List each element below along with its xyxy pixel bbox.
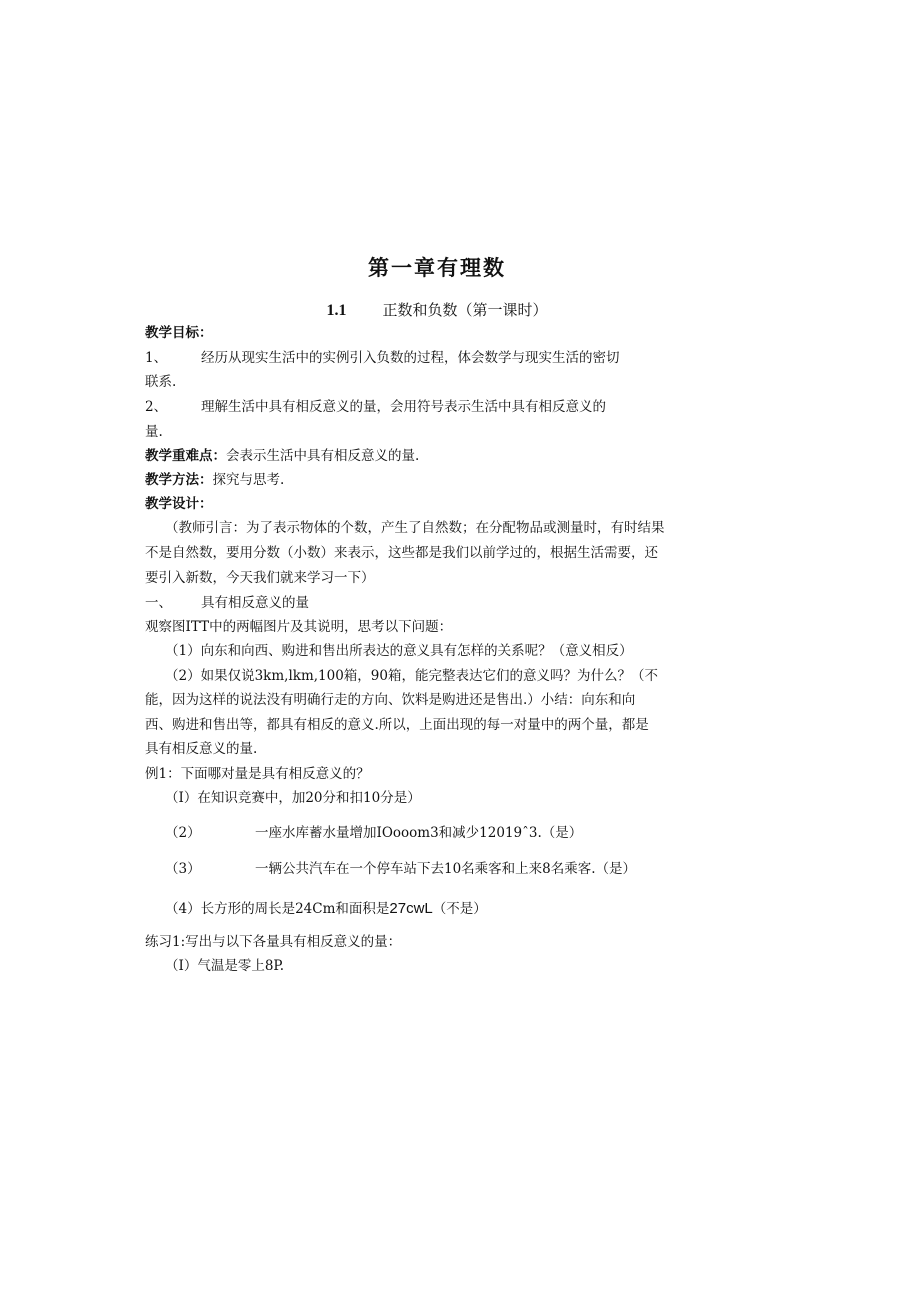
example-item-3-number: （3） xyxy=(165,861,201,877)
section-number: 1.1 xyxy=(326,302,347,319)
example-item-3 xyxy=(165,863,636,877)
example-item-4-text-start: （4）长方形的周长是24Cm和面积是 xyxy=(165,901,390,917)
example-item-2-number: （2） xyxy=(165,825,201,841)
question-2-line-2: 能，因为这样的说法没有明确行走的方向、饮料是购进还是售出.）小结：向东和向 xyxy=(145,692,636,708)
example-item-4-answer: （不是） xyxy=(432,901,487,917)
intro-line-3: 要引入新数，今天我们就来学习一下） xyxy=(145,570,375,586)
objective-2-continuation: 量. xyxy=(145,424,163,440)
part-1-text: 具有相反意义的量 xyxy=(201,595,309,611)
objective-2-text: 理解生活中具有相反意义的量，会用符号表示生活中具有相反意义的 xyxy=(201,399,606,415)
section-title xyxy=(0,299,874,320)
teaching-method xyxy=(145,474,284,488)
part-1-heading xyxy=(145,597,309,611)
objective-1-continuation: 联系. xyxy=(145,374,177,390)
key-difficulty-label: 教学重难点： xyxy=(145,448,226,464)
question-2-line-3: 西、购进和售出等，都具有相反的意义.所以，上面出现的每一对量中的两个量，都是 xyxy=(145,717,649,733)
example-item-1: （I）在知识竞赛中，加20分和扣10分是） xyxy=(165,790,421,806)
objective-2 xyxy=(145,401,606,415)
objective-1-number: 1、 xyxy=(145,350,168,366)
example-item-4-formula: 27cwL xyxy=(389,900,433,917)
question-1: （1）向东和向西、购进和售出所表达的意义具有怎样的关系呢？（意义相反） xyxy=(165,643,633,659)
intro-line-2: 不是自然数，要用分数（小数）来表示，这些都是我们以前学过的，根据生活需要，还 xyxy=(145,545,658,561)
objective-1-text: 经历从现实生活中的实例引入负数的过程，体会数学与现实生活的密切 xyxy=(201,350,620,366)
practice-item-1: （I）气温是零上8P. xyxy=(165,958,285,974)
teaching-method-label: 教学方法： xyxy=(145,472,213,488)
example-1-heading: 例1：下面哪对量是具有相反意义的？ xyxy=(145,766,370,782)
objective-1 xyxy=(145,352,620,366)
teaching-method-text: 探究与思考. xyxy=(212,472,285,488)
key-difficulty-text: 会表示生活中具有相反意义的量. xyxy=(226,448,420,464)
objective-2-number: 2、 xyxy=(145,399,168,415)
practice-1-heading: 练习1:写出与以下各量具有相反意义的量： xyxy=(145,934,402,950)
question-2-line-4: 具有相反意义的量. xyxy=(145,741,258,757)
chapter-title: 第一章有理数 xyxy=(368,255,506,280)
example-item-4 xyxy=(165,901,487,917)
key-difficulty xyxy=(145,450,419,464)
example-item-3-text: 一辆公共汽车在一个停车站下去10名乘客和上来8名乘客.（是） xyxy=(255,861,637,877)
question-2-line-1: （2）如果仅说3km,lkm,100箱，90箱，能完整表达它们的意义吗？为什么？（不 xyxy=(165,668,658,684)
part-1-number: 一、 xyxy=(145,595,172,611)
section-heading: 正数和负数（第一课时） xyxy=(382,301,548,319)
example-item-2 xyxy=(165,827,582,841)
observe-line: 观察图ITT中的两幅图片及其说明，思考以下问题： xyxy=(145,619,453,635)
example-item-2-text: 一座水库蓄水量增加IOooom3和减少12019ˆ3.（是） xyxy=(255,825,583,841)
intro-line-1: （教师引言：为了表示物体的个数，产生了自然数；在分配物品或测量时，有时结果 xyxy=(165,520,665,536)
design-label: 教学设计： xyxy=(145,496,213,512)
objectives-label: 教学目标： xyxy=(145,325,213,341)
